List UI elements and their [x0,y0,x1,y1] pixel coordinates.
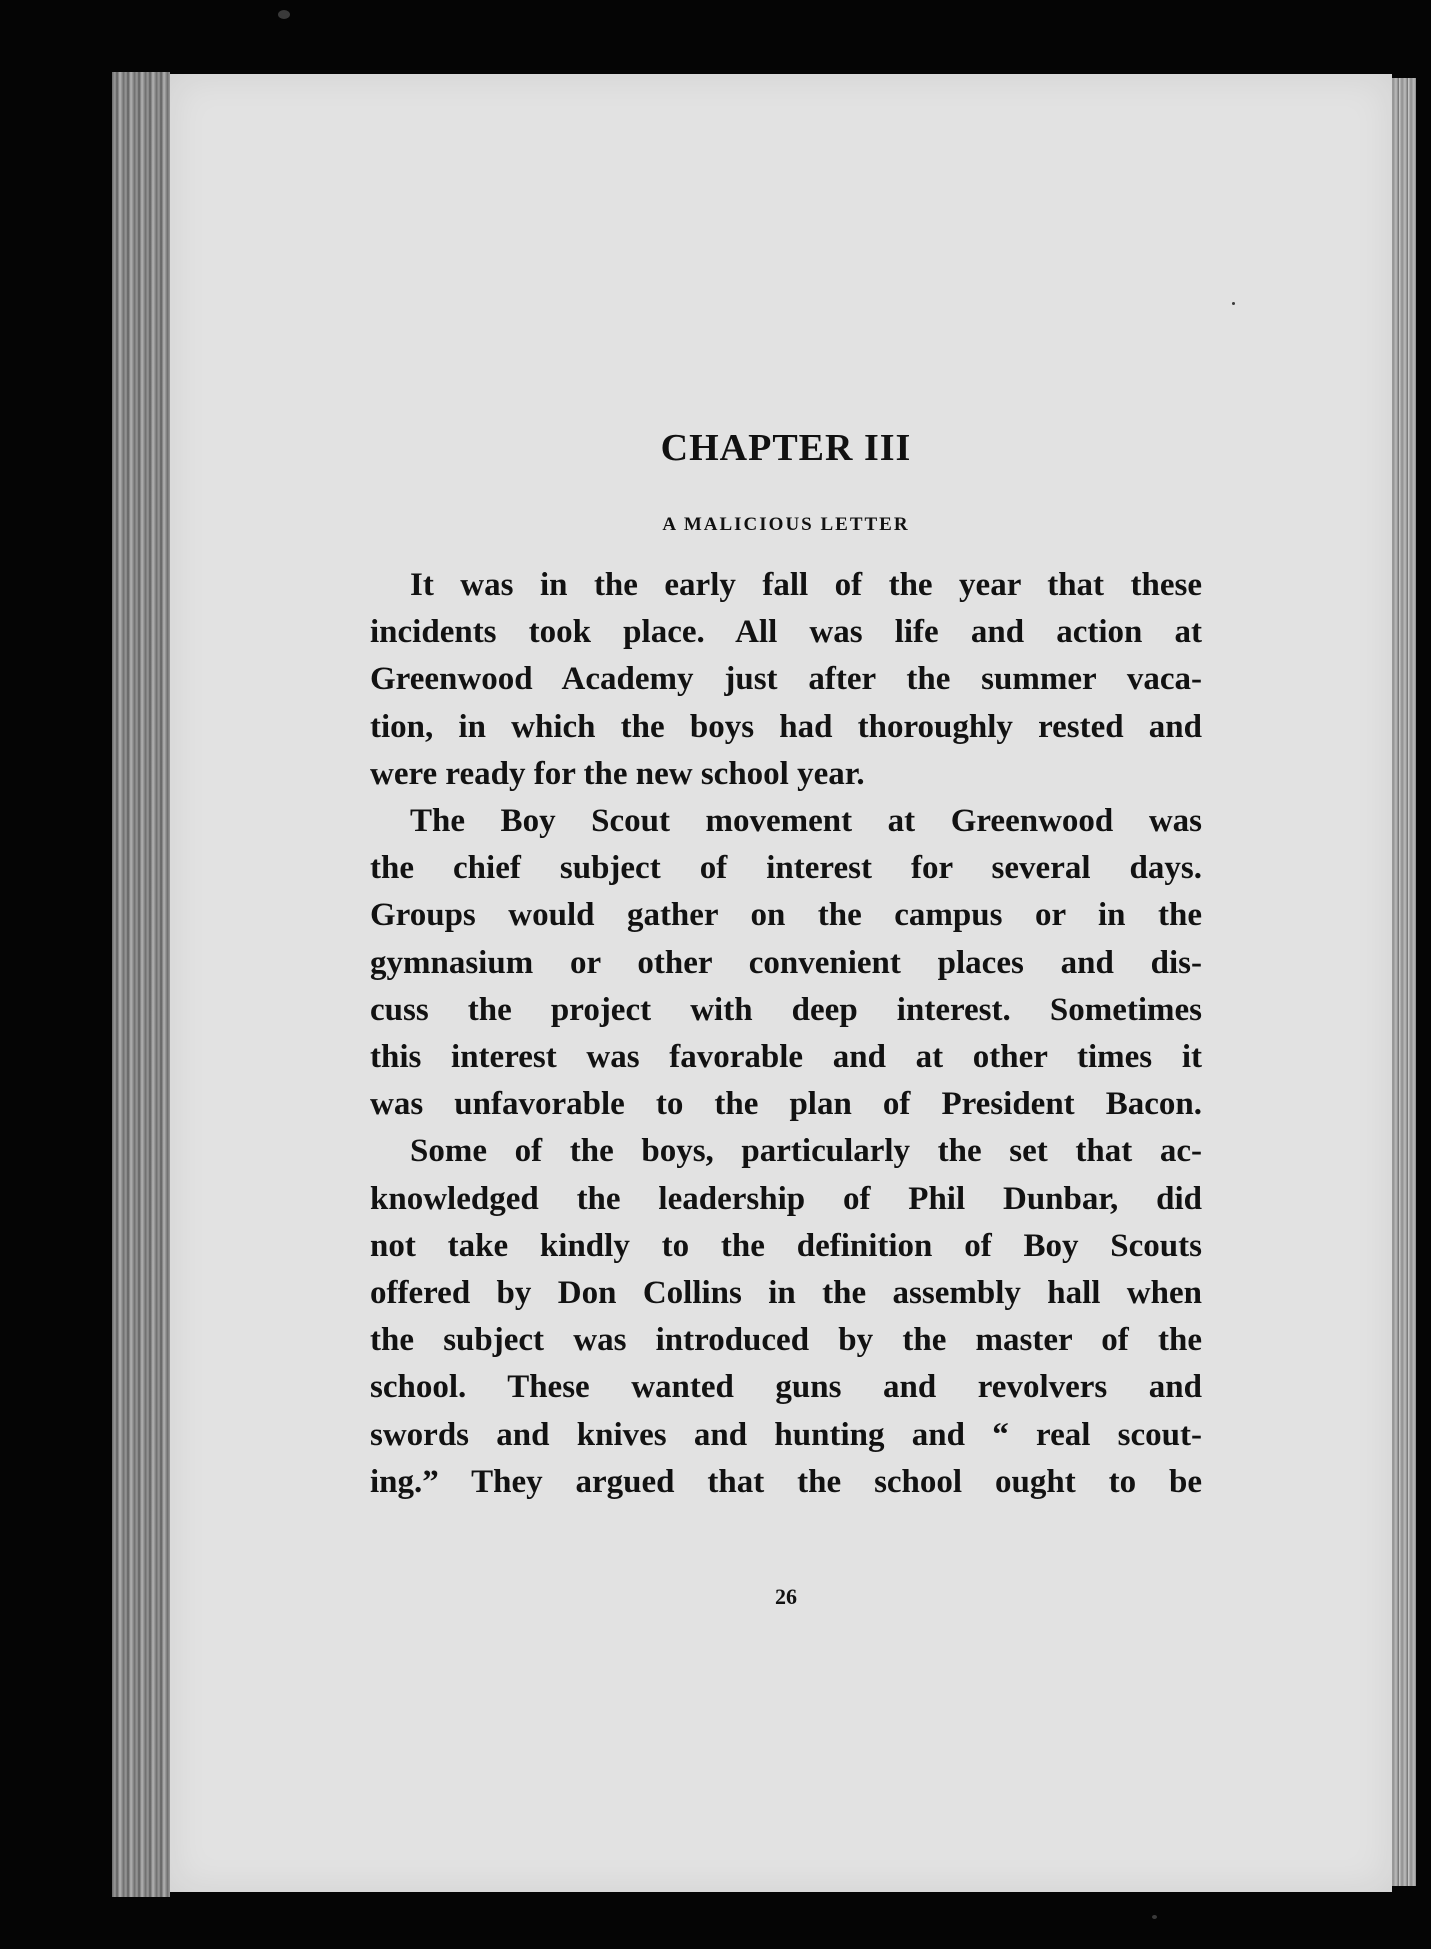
text-line: the chief subject of interest for several days. [370,850,1202,887]
book-page [170,74,1392,1892]
text-line: was unfavorable to the plan of President Bacon. [370,1086,1202,1123]
scan-speck [278,10,290,19]
text-line: Some of the boys, particularly the set that ac- [410,1133,1202,1170]
book-edge-left [112,72,170,1897]
text-line: offered by Don Collins in the assembly hall when [370,1275,1202,1312]
body-text [370,562,1202,1506]
chapter-title: CHAPTER III [660,427,912,469]
text-line: cuss the project with deep interest. Sometimes [370,991,1202,1028]
text-line: gymnasium or other convenient places and dis- [370,944,1202,981]
scan-speck [1152,1915,1157,1919]
text-line: knowledged the leadership of Phil Dunbar, did [370,1180,1202,1217]
text-line: the subject was introduced by the master of the [370,1322,1202,1359]
text-line: school. These wanted guns and revolvers and [370,1369,1202,1406]
chapter-subtitle: A MALICIOUS LETTER [662,514,910,535]
text-line: this interest was favorable and at other times it [370,1039,1202,1076]
text-line: not take kindly to the definition of Boy Scouts [370,1227,1202,1264]
text-line: swords and knives and hunting and “ real scout- [370,1416,1202,1453]
text-line: were ready for the new school year. [370,755,865,792]
text-line: It was in the early fall of the year that these [410,567,1202,603]
text-line: Groups would gather on the campus or in the [370,897,1202,934]
book-edge-right [1390,78,1416,1886]
text-line: ing.” They argued that the school ought to be [370,1463,1202,1500]
scan-speck [1232,302,1235,305]
text-line: incidents took place. All was life and action at [370,614,1202,651]
text-line: tion, in which the boys had thoroughly rested and [370,708,1202,745]
page-number: 26 [775,1584,797,1609]
text-line: The Boy Scout movement at Greenwood was [410,803,1202,840]
text-line: Greenwood Academy just after the summer vaca- [370,661,1202,698]
